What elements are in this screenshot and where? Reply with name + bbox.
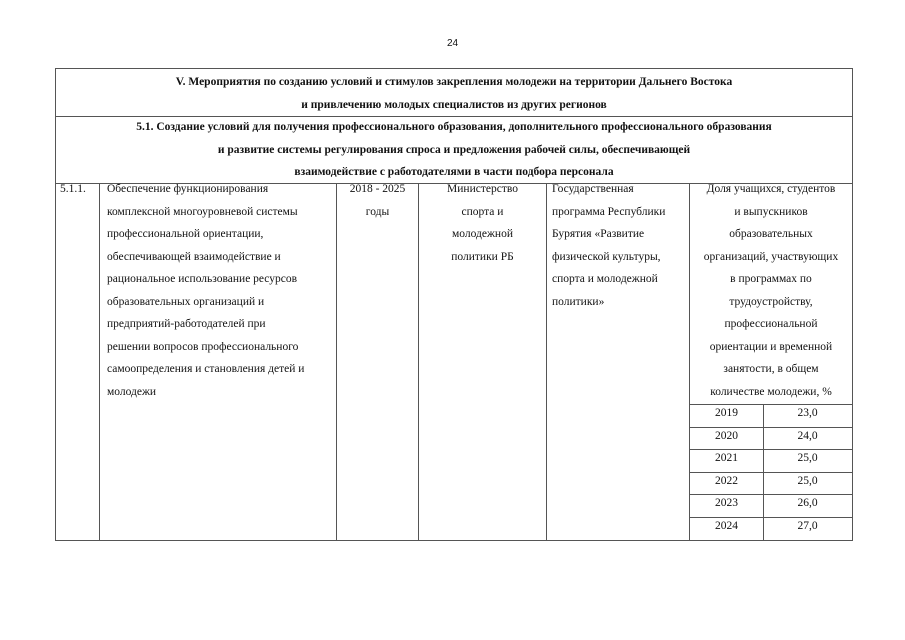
program-line: политики»	[552, 295, 605, 308]
indicator-line: и выпускников	[734, 205, 808, 218]
values-row-divider	[690, 427, 852, 428]
year-cell: 2021	[715, 452, 738, 465]
indicator-line: организаций, участвующих	[703, 250, 839, 263]
responsible-line: спорта и	[461, 205, 504, 218]
values-column-divider	[763, 404, 764, 540]
indicator-line: трудоустройству,	[729, 295, 813, 308]
subsection-title-line: 5.1. Создание условий для получения профессионального образования, дополнительного профессионального образования	[136, 121, 772, 133]
description-line: образовательных организаций и	[107, 295, 265, 308]
value-cell: 27,0	[797, 520, 818, 532]
period-line: 2018 - 2025	[349, 183, 406, 195]
description-line: обеспечивающей взаимодействие и	[107, 250, 281, 263]
description-line: предприятий-работодателей при	[107, 318, 266, 330]
description-line: самоопределения и становления детей и	[107, 363, 305, 375]
program-line: Государственная	[552, 183, 634, 195]
indicator-line: профессиональной	[724, 318, 818, 330]
year-cell: 2023	[715, 497, 738, 510]
measures-table	[55, 68, 853, 541]
program-line: программа Республики	[552, 205, 666, 218]
responsible-body	[419, 178, 546, 268]
column-divider	[99, 183, 100, 540]
value-cell: 24,0	[797, 429, 818, 442]
column-divider	[546, 183, 547, 540]
subsection-title	[56, 116, 852, 184]
measure-description	[107, 178, 333, 403]
indicator-line: занятости, в общем	[723, 363, 819, 375]
year-cell: 2022	[715, 474, 738, 487]
column-divider	[336, 183, 337, 540]
implementation-period	[337, 178, 418, 223]
responsible-line: молодежной	[452, 228, 513, 240]
values-row-divider	[690, 517, 852, 518]
program-line: физической культуры,	[552, 250, 661, 263]
description-line: Обеспечение функционирования	[107, 183, 269, 195]
program-line: спорта и молодежной	[552, 273, 658, 285]
values-row-divider	[690, 404, 852, 405]
indicator-description	[690, 178, 852, 403]
section-title-line: и привлечению молодых специалистов из других регионов	[301, 98, 607, 111]
year-cell: 2019	[715, 407, 738, 419]
period-line: годы	[365, 205, 390, 218]
values-row-divider	[690, 494, 852, 495]
description-line: комплексной многоуровневой системы	[107, 205, 298, 218]
year-cell: 2020	[715, 429, 738, 442]
row-number: 5.1.1.	[60, 183, 86, 195]
responsible-line: Министерство	[447, 183, 518, 195]
value-cell: 25,0	[797, 474, 818, 487]
subsection-title-line: взаимодействие с работодателями в части подбора персонала	[294, 166, 614, 178]
year-cell: 2024	[715, 520, 738, 532]
indicator-line: количестве молодежи, %	[710, 385, 832, 398]
page-number: 24	[446, 38, 459, 49]
description-line: молодежи	[107, 385, 157, 398]
description-line: решении вопросов профессионального	[107, 340, 299, 353]
program-line: Бурятия «Развитие	[552, 228, 645, 240]
description-line: рациональное использование ресурсов	[107, 273, 298, 285]
section-title-line: V. Мероприятия по созданию условий и стимулов закрепления молодежи на территории Дальнего Востока	[175, 76, 733, 88]
state-program	[552, 178, 688, 313]
indicator-line: Доля учащихся, студентов	[706, 183, 836, 195]
value-cell: 26,0	[797, 497, 818, 510]
description-line: профессиональной ориентации,	[107, 228, 264, 240]
values-row-divider	[690, 472, 852, 473]
section-title	[56, 71, 852, 116]
value-cell: 25,0	[797, 452, 818, 465]
indicator-line: в программах по	[730, 273, 812, 285]
indicator-line: образовательных	[729, 228, 813, 240]
value-cell: 23,0	[797, 407, 818, 419]
responsible-line: политики РБ	[451, 250, 514, 263]
indicator-line: ориентации и временной	[709, 340, 833, 353]
values-row-divider	[690, 449, 852, 450]
subsection-title-line: и развитие системы регулирования спроса и предложения рабочей силы, обеспечивающей	[217, 143, 691, 156]
